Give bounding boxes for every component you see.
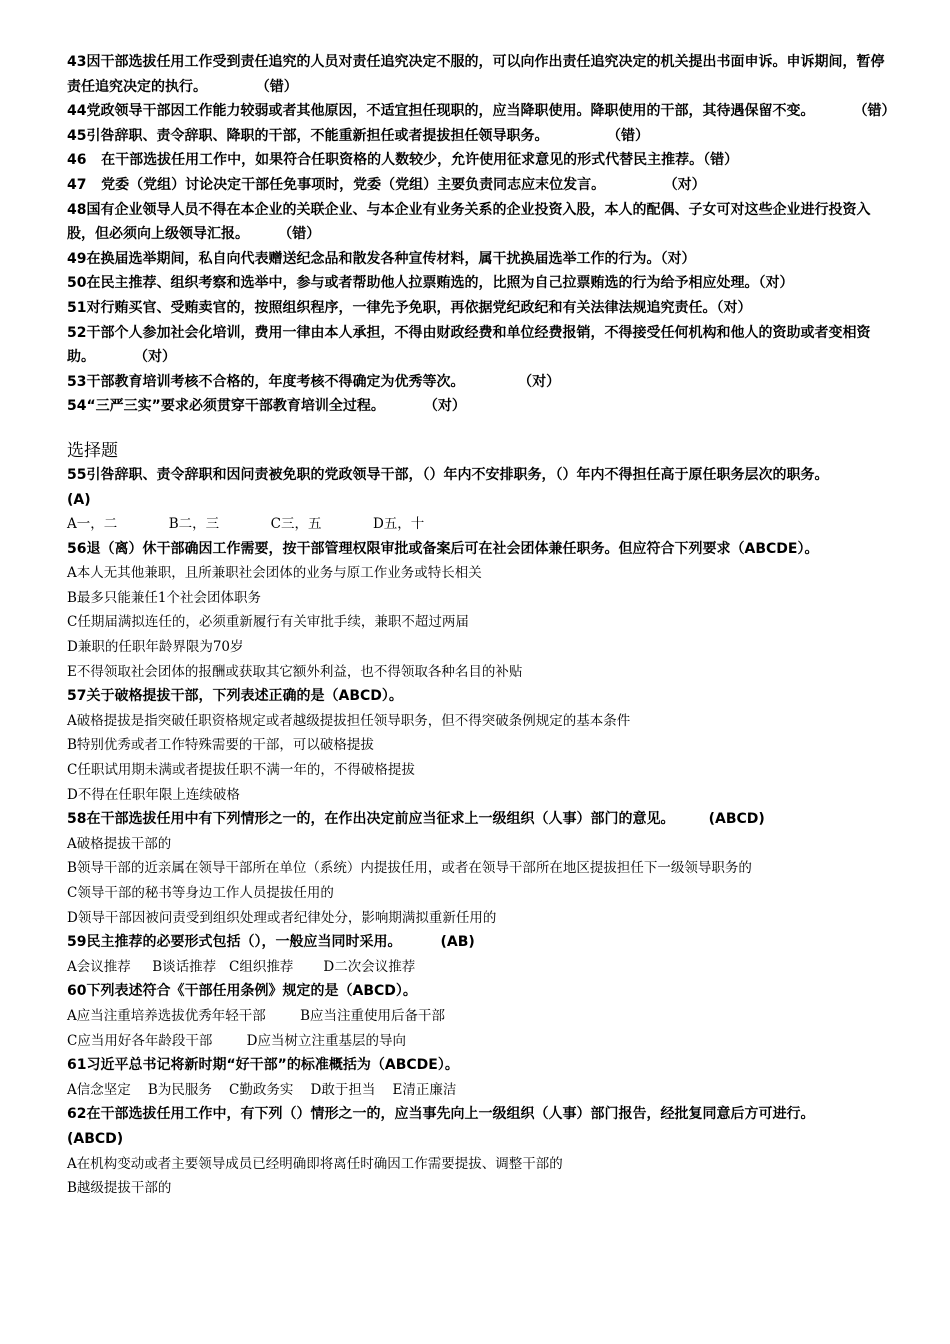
question-57: 57关于破格提拔干部，下列表述正确的是（ABCD）。 (67, 688, 403, 705)
option-56-d: D兼职的任职年龄界限为70岁 (67, 639, 244, 656)
question-60: 60下列表述符合《干部任用条例》规定的是（ABCD）。 (67, 983, 417, 1000)
option-62-a: A在机构变动或者主要领导成员已经明确即将离任时确因工作需要提拔、调整干部的 (67, 1155, 563, 1172)
question-60-options-row-2: C应当用好各年龄段干部 D应当树立注重基层的导向 (67, 1032, 406, 1049)
document-page (67, 50, 896, 1201)
option-58-c: C领导干部的秘书等身边工作人员提拔任用的 (67, 885, 334, 901)
option-57-c: C任职试用期未满或者提拔任职不满一年的，不得破格提拔 (67, 762, 415, 779)
option-56-e: E不得领取社会团体的报酬或获取其它额外利益，也不得领取各种名目的补贴 (67, 663, 523, 680)
question-47: 47 党委（党组）讨论决定干部任免事项时，党委（党组）主要负责同志应末位发言。 （对） (67, 176, 706, 193)
section-gap (67, 419, 889, 439)
option-56-c: C任期届满拟连任的，必须重新履行有关审批手续，兼职不超过两届 (67, 614, 469, 631)
option-58-d: D领导干部因被问责受到组织处理或者纪律处分，影响期满拟重新任用的 (67, 909, 497, 926)
question-52: 52干部个人参加社会化培训，费用一律由本人承担，不得由财政经费和单位经费报销，不得接受任何机构和他人的资助或者变相资助。 （对） (67, 324, 871, 366)
question-48: 48国有企业领导人员不得在本企业的关联企业、与本企业有业务关系的企业投资入股，本人的配偶、子女可对这些企业进行投资入股，但必须向上级领导汇报。 （错） (67, 201, 871, 243)
option-56-a: A本人无其他兼职，且所兼职社会团体的业务与原工作业务或特长相关 (67, 565, 482, 582)
section-title: 选择题 (67, 440, 118, 461)
question-53: 53干部教育培训考核不合格的，年度考核不得确定为优秀等次。 （对） (67, 373, 561, 390)
question-60-options-row-1: A应当注重培养选拔优秀年轻干部 B应当注重使用后备干部 (67, 1007, 445, 1024)
option-57-a: A破格提拔是指突破任职资格规定或者越级提拔担任领导职务，但不得突破条例规定的基本条件 (67, 712, 631, 729)
question-49: 49在换届选举期间，私自向代表赠送纪念品和散发各种宣传材料，属干扰换届选举工作的行为。（对） (67, 250, 696, 267)
option-58-a: A破格提拔干部的 (67, 835, 172, 852)
option-56-b: B最多只能兼任1个社会团体职务 (67, 589, 262, 606)
question-59-options: A会议推荐 B谈话推荐 C组织推荐 D二次会议推荐 (67, 958, 416, 975)
question-44: 44党政领导干部因工作能力较弱或者其他原因，不适宜担任现职的，应当降职使用。降职使用的干部，其待遇保留不变。 （错） (67, 103, 896, 120)
question-61: 61习近平总书记将新时期“好干部”的标准概括为（ABCDE）。 (67, 1057, 459, 1074)
option-58-b: B领导干部的近亲属在领导干部所在单位（系统）内提拔任用，或者在领导干部所在地区提拔担任下一级领导职务的 (67, 860, 752, 877)
question-56: 56退（离）休干部确因工作需要，按干部管理权限审批或备案后可在社会团体兼任职务。但应符合下列要求（ABCDE）。 (67, 540, 819, 557)
question-45: 45引咎辞职、责令辞职、降职的干部，不能重新担任或者提拔担任领导职务。 （错） (67, 127, 649, 144)
option-62-b: B越级提拔干部的 (67, 1180, 172, 1197)
option-57-b: B特别优秀或者工作特殊需要的干部，可以破格提拔 (67, 737, 374, 754)
question-50: 50在民主推荐、组织考察和选举中，参与或者帮助他人拉票贿选的，比照为自己拉票贿选的行为给予相应处理。（对） (67, 275, 794, 292)
question-55-options: A一，二 B二，三 C三，五 D五，十 (67, 516, 425, 533)
question-61-options: A信念坚定 B为民服务 C勤政务实 D敢于担当 E清正廉洁 (67, 1081, 457, 1098)
question-51: 51对行贿买官、受贿卖官的，按照组织程序，一律先予免职，再依据党纪政纪和有关法律法规追究责任。（对） (67, 299, 752, 316)
question-54: 54“三严三实”要求必须贯穿干部教育培训全过程。 （对） (67, 398, 466, 415)
question-55: 55引咎辞职、责令辞职和因问责被免职的党政领导干部，（）年内不安排职务，（）年内不得担任高于原任职务层次的职务。 (A) (67, 466, 868, 508)
question-46: 46 在干部选拔任用工作中，如果符合任职资格的人数较少，允许使用征求意见的形式代替民主推荐。（错） (67, 152, 739, 169)
option-57-d: D不得在任职年限上连续破格 (67, 786, 240, 803)
question-62: 62在干部选拔任用工作中，有下列（）情形之一的，应当事先向上一级组织（人事）部门报告，经批复同意后方可进行。 (ABCD) (67, 1106, 844, 1147)
question-58: 58在干部选拔任用中有下列情形之一的，在作出决定前应当征求上一级组织（人事）部门的意见。 (ABCD) (67, 811, 765, 828)
question-43: 43因干部选拔任用工作受到责任追究的人员对责任追究决定不服的，可以向作出责任追究决定的机关提出书面申诉。申诉期间，暂停责任追究决定的执行。 （错） (67, 54, 885, 95)
question-59: 59民主推荐的必要形式包括（），一般应当同时采用。 (AB) (67, 934, 475, 951)
